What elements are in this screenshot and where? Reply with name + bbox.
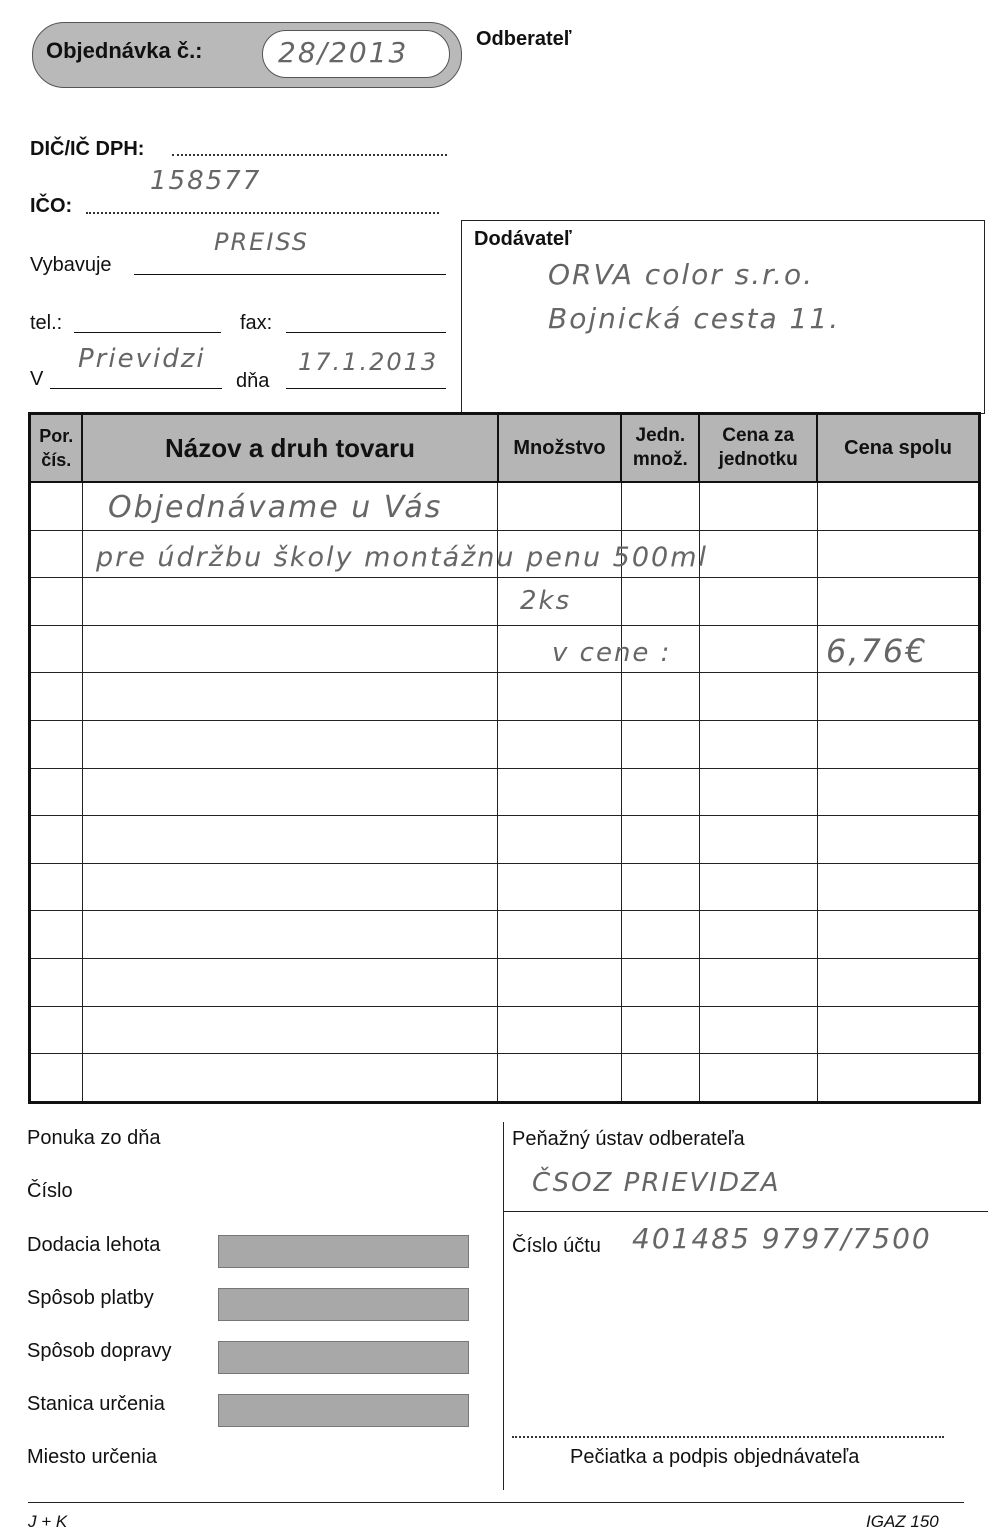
signature-field[interactable] xyxy=(512,1436,944,1438)
handler-value: PREISS xyxy=(214,228,310,256)
handwritten-quantity: 2ks xyxy=(520,586,572,616)
table-row xyxy=(30,958,980,1006)
table-row xyxy=(30,578,980,626)
place-of-destination-label: Miesto určenia xyxy=(27,1446,158,1468)
publisher-mark: J + K xyxy=(28,1512,68,1531)
handwritten-line-2: pre údržbu školy montážnu penu 500ml xyxy=(96,542,709,573)
delivery-label: Dodacia lehota xyxy=(27,1234,161,1256)
station-label: Stanica určenia xyxy=(27,1393,165,1415)
supplier-name: ORVA color s.r.o. xyxy=(548,258,815,291)
footer-divider xyxy=(503,1122,504,1490)
tel-field[interactable] xyxy=(74,332,221,333)
handwritten-price-label: v cene : xyxy=(552,638,672,668)
ico-field[interactable] xyxy=(86,212,439,214)
col-header-total: Cena spolu xyxy=(817,414,979,483)
form-code: IGAZ 150 xyxy=(866,1512,939,1531)
bottom-rule xyxy=(28,1502,964,1503)
col-header-quantity: Množstvo xyxy=(498,414,622,483)
table-header-row xyxy=(30,414,980,483)
col-header-unit: Jedn. množ. xyxy=(621,414,699,483)
supplier-label: Dodávateľ xyxy=(474,228,572,250)
bank-value: ČSOZ PRIEVIDZA xyxy=(532,1168,781,1198)
place-value: Prievidzi xyxy=(78,344,206,374)
place-field[interactable] xyxy=(50,388,222,389)
table-row xyxy=(30,863,980,911)
fax-label: fax: xyxy=(240,312,273,334)
signature-label: Pečiatka a podpis objednávateľa xyxy=(570,1446,860,1468)
transport-label: Spôsob dopravy xyxy=(27,1340,172,1362)
col-header-unit-price: Cena za jednotku xyxy=(699,414,817,483)
table-row xyxy=(30,720,980,768)
account-value: 401485 9797/7500 xyxy=(632,1222,932,1255)
fax-field[interactable] xyxy=(286,332,446,333)
table-row xyxy=(30,1054,980,1103)
date-value: 17.1.2013 xyxy=(298,348,439,376)
number-label: Číslo xyxy=(27,1180,73,1202)
date-label: dňa xyxy=(236,370,270,392)
payment-field[interactable] xyxy=(218,1288,469,1321)
handwritten-price: 6,76€ xyxy=(826,632,928,670)
place-label: V xyxy=(30,368,44,390)
dic-field[interactable] xyxy=(172,154,447,156)
handler-field[interactable] xyxy=(134,274,446,275)
account-label: Číslo účtu xyxy=(512,1235,601,1257)
order-number-value: 28/2013 xyxy=(278,36,409,69)
station-field[interactable] xyxy=(218,1394,469,1427)
bank-label: Peňažný ústav odberateľa xyxy=(512,1128,745,1150)
handwritten-line-1: Objednávame u Vás xyxy=(108,490,443,525)
supplier-address: Bojnická cesta 11. xyxy=(548,302,841,335)
ico-value: 158577 xyxy=(150,166,262,196)
table-row xyxy=(30,816,980,864)
handler-label: Vybavuje xyxy=(30,254,112,276)
delivery-field[interactable] xyxy=(218,1235,469,1268)
date-field[interactable] xyxy=(286,388,446,389)
customer-label: Odberateľ xyxy=(476,28,572,50)
col-header-number: Por. čís. xyxy=(30,414,83,483)
offer-label: Ponuka zo dňa xyxy=(27,1127,161,1149)
table-row xyxy=(30,911,980,959)
dic-label: DIČ/IČ DPH: xyxy=(30,138,145,160)
bank-separator xyxy=(504,1211,988,1212)
table-row xyxy=(30,1006,980,1054)
col-header-name: Názov a druh tovaru xyxy=(82,414,497,483)
ico-label: IČO: xyxy=(30,195,73,217)
transport-field[interactable] xyxy=(218,1341,469,1374)
table-row xyxy=(30,768,980,816)
tel-label: tel.: xyxy=(30,312,63,334)
order-label: Objednávka č.: xyxy=(46,38,203,63)
payment-label: Spôsob platby xyxy=(27,1287,154,1309)
table-row xyxy=(30,673,980,721)
